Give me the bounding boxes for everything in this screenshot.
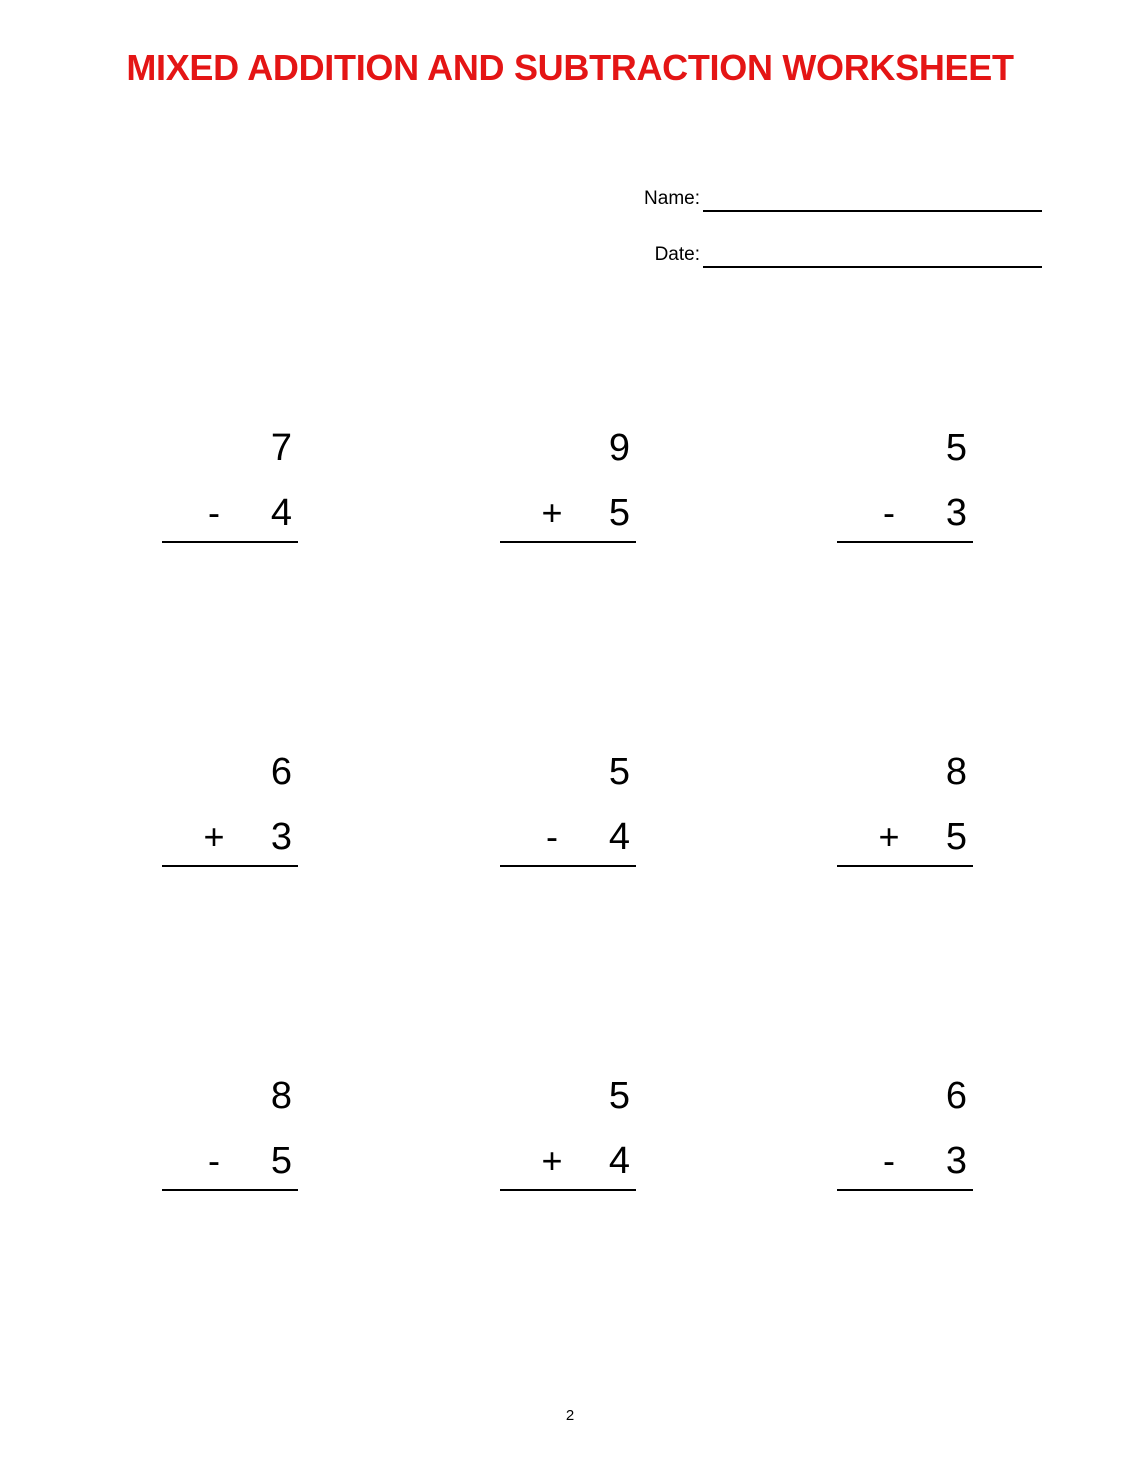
problem-8 <box>500 1074 636 1204</box>
problem-bottom-number: 3 <box>270 816 292 858</box>
problem-operator: - <box>546 816 558 857</box>
problem-2 <box>500 426 636 556</box>
problem-bottom-number: 5 <box>608 492 630 534</box>
problem-bottom-number: 5 <box>270 1140 292 1182</box>
problem-top-number: 7 <box>270 427 292 469</box>
name-field <box>560 182 1042 212</box>
problem-1 <box>162 426 298 556</box>
problem-6 <box>837 750 973 880</box>
answer-line[interactable] <box>500 865 636 867</box>
name-label: Name: <box>644 188 700 209</box>
worksheet-title: MIXED ADDITION AND SUBTRACTION WORKSHEET <box>126 47 1014 88</box>
problem-5 <box>500 750 636 880</box>
problem-operator: - <box>883 1140 895 1181</box>
problem-operator: + <box>541 492 563 533</box>
problem-top-number: 6 <box>270 751 292 793</box>
answer-line[interactable] <box>500 1189 636 1191</box>
answer-line[interactable] <box>837 1189 973 1191</box>
problem-top-number: 9 <box>608 427 630 469</box>
answer-line[interactable] <box>162 1189 298 1191</box>
problem-top-number: 5 <box>608 751 630 793</box>
answer-line[interactable] <box>837 541 973 543</box>
problem-3 <box>837 426 973 556</box>
date-input-line[interactable] <box>703 244 1042 268</box>
problem-operator: + <box>203 816 225 857</box>
answer-line[interactable] <box>162 865 298 867</box>
problem-operator: - <box>883 492 895 533</box>
answer-line[interactable] <box>837 865 973 867</box>
problem-bottom-number: 5 <box>945 816 967 858</box>
problem-bottom-number: 3 <box>945 1140 967 1182</box>
problem-top-number: 5 <box>945 427 967 469</box>
answer-line[interactable] <box>500 541 636 543</box>
problem-9 <box>837 1074 973 1204</box>
problem-operator: + <box>878 816 900 857</box>
problem-top-number: 6 <box>945 1075 967 1117</box>
problem-operator: - <box>208 1140 220 1181</box>
problem-7 <box>162 1074 298 1204</box>
date-label: Date: <box>654 244 700 265</box>
problem-operator: + <box>541 1140 563 1181</box>
problem-top-number: 5 <box>608 1075 630 1117</box>
page-number: 2 <box>565 1407 575 1424</box>
problem-bottom-number: 4 <box>608 1140 630 1182</box>
problem-bottom-number: 4 <box>608 816 630 858</box>
problem-4 <box>162 750 298 880</box>
problem-bottom-number: 4 <box>270 492 292 534</box>
date-field <box>560 238 1042 268</box>
problem-operator: - <box>208 492 220 533</box>
problem-top-number: 8 <box>270 1075 292 1117</box>
problem-bottom-number: 3 <box>945 492 967 534</box>
problem-top-number: 8 <box>945 751 967 793</box>
name-input-line[interactable] <box>703 188 1042 212</box>
answer-line[interactable] <box>162 541 298 543</box>
